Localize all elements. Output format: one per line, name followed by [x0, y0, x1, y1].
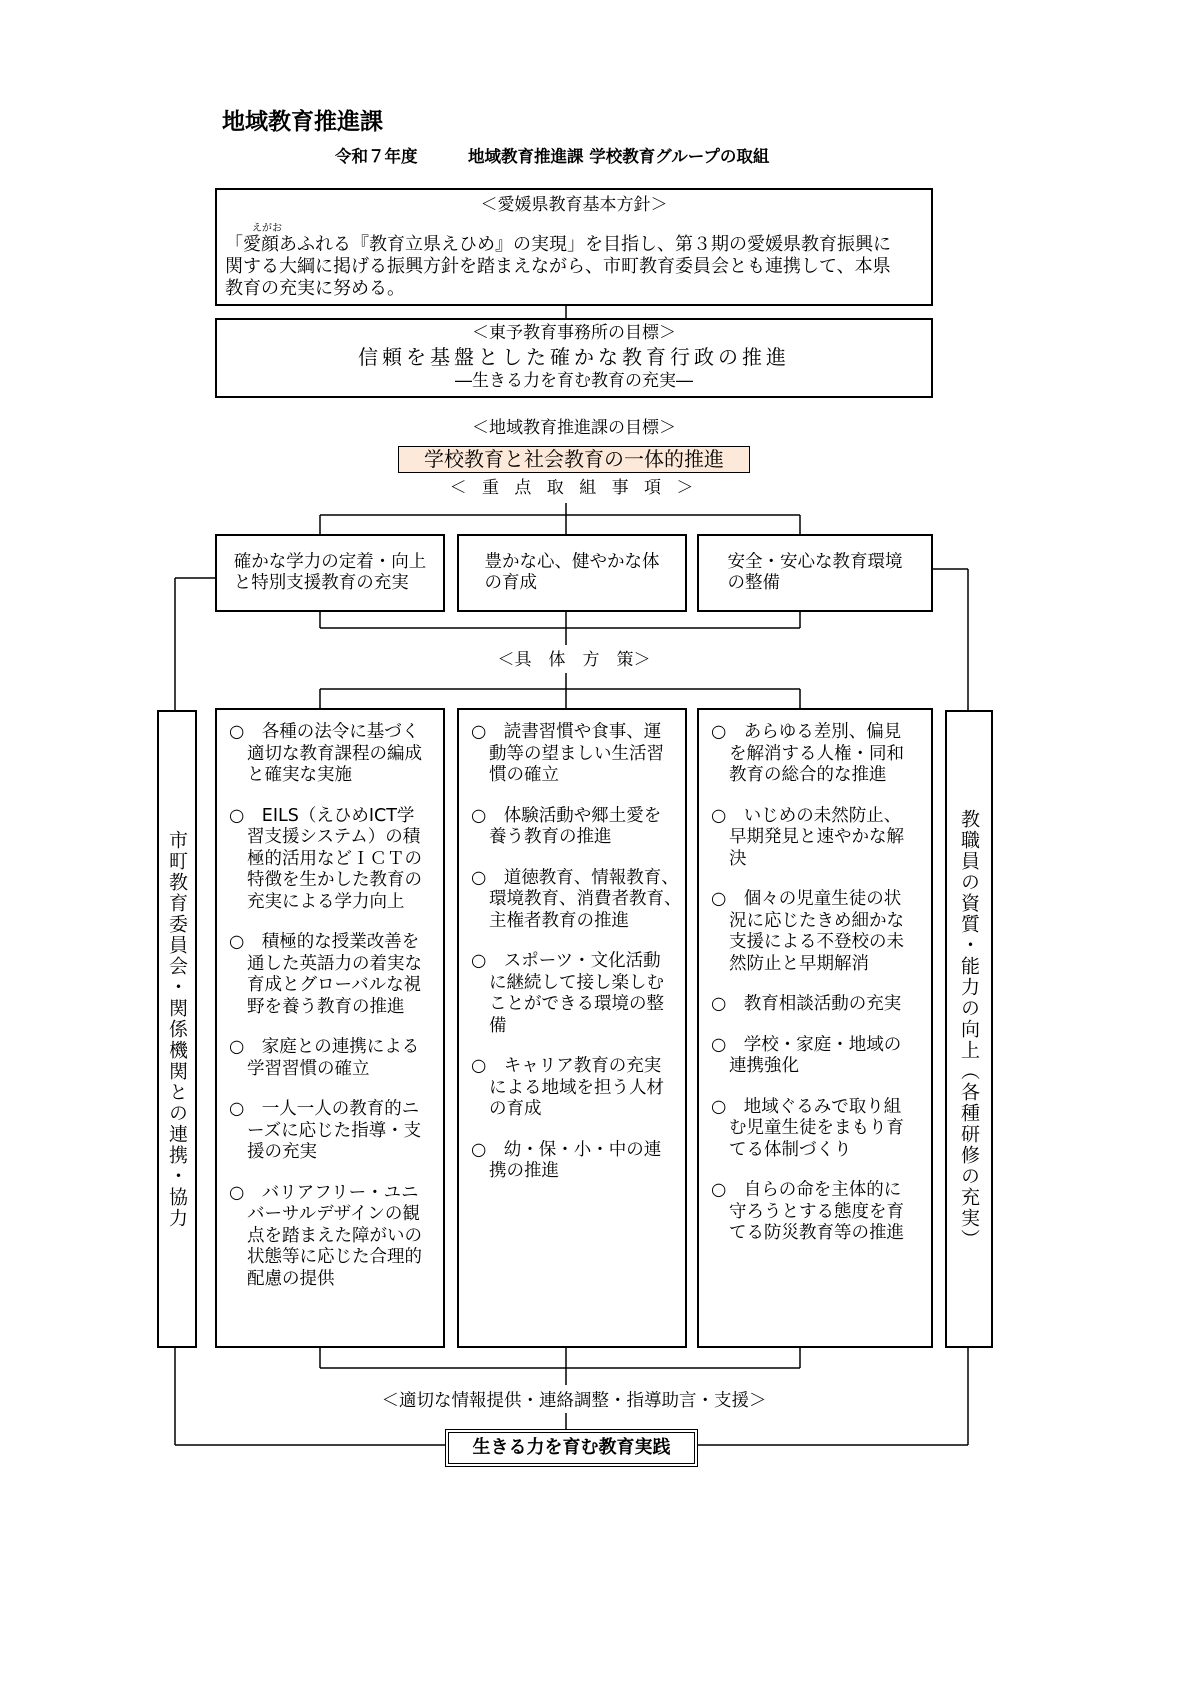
measure-item-line: 主権者教育の推進	[489, 910, 629, 931]
measure-item-line: ○ 家庭との連携による	[229, 1037, 420, 1057]
support-heading: ＜適切な情報提供・連絡調整・指導助言・支援＞	[381, 1391, 767, 1411]
measures-column-safety	[697, 708, 933, 1348]
measure-item-line: ○ EILS（えひめICT学	[229, 805, 415, 826]
measures-column-academic	[215, 708, 445, 1348]
measure-item-line: 野を養う教育の推進	[247, 996, 405, 1017]
priority-line: 豊かな心、健やかな体	[484, 552, 660, 572]
measure-item-line: 況に応じたきめ細かな	[729, 910, 904, 931]
measure-item-line: ことができる環境の整	[489, 994, 664, 1014]
measure-item	[699, 722, 931, 787]
measure-item	[217, 1183, 443, 1291]
measure-item	[699, 1035, 931, 1078]
measure-item	[459, 1056, 685, 1121]
measure-item-line: 配慮の提供	[247, 1268, 335, 1289]
measure-item-line: 学習習慣の確立	[247, 1058, 370, 1079]
measure-item-line: 育成とグローバルな視	[247, 975, 422, 995]
measure-item-line: ○ 地域ぐるみで取り組	[711, 1096, 902, 1117]
measure-item-line: 状態等に応じた合理的	[247, 1247, 422, 1267]
measure-item-line: ○ バリアフリー・ユニ	[229, 1182, 419, 1203]
measure-item-line: を解消する人権・同和	[729, 743, 904, 764]
measure-item-line: ○ 積極的な授業改善を	[229, 932, 420, 952]
fiscal-year: 令和７年度	[335, 147, 418, 166]
measure-item-line: ○ あらゆる差別、偏見	[711, 722, 902, 742]
measure-item-line: の育成	[489, 1099, 542, 1119]
section-goal-box	[398, 446, 750, 473]
section-goal-text: 学校教育と社会教育の一体的推進	[424, 447, 724, 471]
measure-item-line: ○ スポーツ・文化活動	[471, 951, 661, 971]
measure-item-line: 備	[489, 1015, 507, 1036]
measure-item	[459, 868, 685, 933]
priority-line: の整備	[727, 573, 780, 593]
measure-item-line: てる防災教育等の推進	[729, 1223, 904, 1243]
measure-item	[217, 806, 443, 914]
priority-line: の育成	[484, 573, 537, 593]
measure-item	[217, 932, 443, 1018]
basic-policy-box	[215, 188, 933, 306]
measure-item-line: による地域を担う人材	[489, 1077, 664, 1098]
measure-item-line: に継続して接し楽しむ	[489, 972, 664, 993]
practice-text: 生きる力を育む教育実践	[472, 1437, 671, 1458]
measure-item	[459, 951, 685, 1037]
measure-item-line: 連携強化	[729, 1056, 799, 1076]
measure-item	[217, 1099, 443, 1164]
measure-item-line: 然防止と早期解消	[729, 953, 869, 974]
measure-item-line: ○ 教育相談活動の充実	[711, 994, 902, 1014]
practice-box	[445, 1429, 698, 1467]
office-goal-sub: ―生きる力を育む教育の充実―	[455, 371, 693, 391]
page-title: 地域教育推進課	[222, 109, 383, 135]
basic-policy-text	[225, 234, 891, 300]
page-subtitle: 地域教育推進課 学校教育グループの取組	[468, 147, 770, 166]
measure-item-line: ○ 自らの命を主体的に	[711, 1180, 902, 1200]
measures-heading: ＜具 体 方 策＞	[497, 650, 651, 670]
measure-item-line: ーズに応じた指導・支	[247, 1120, 422, 1141]
measure-item-line: 動等の望ましい生活習	[489, 743, 664, 764]
measure-item-line: 携の推進	[489, 1161, 559, 1181]
measure-item-line: ○ 一人一人の教育的ニ	[229, 1099, 420, 1119]
measure-item-line: 充実による学力向上	[247, 891, 405, 912]
measure-item	[699, 1180, 931, 1245]
side-text-teacher-training: 教職員の資質・能力の向上（各種研修の充実）	[958, 808, 980, 1250]
measure-item-line: 点を踏まえた障がいの	[247, 1225, 422, 1246]
measure-item-line: てる体制づくり	[729, 1139, 852, 1160]
measure-item-line: ○ 道徳教育、情報教育、	[471, 867, 679, 888]
measure-item	[217, 1037, 443, 1080]
measure-item-line: 慣の確立	[489, 765, 559, 785]
measure-item	[699, 1097, 931, 1162]
measure-item-line: 通した英語力の着実な	[247, 953, 422, 974]
side-text-cooperation: 市町教育委員会・関係機関との連携・協力	[166, 829, 188, 1229]
measure-item-line: ○ 読書習慣や食事、運	[471, 722, 662, 742]
priorities-heading: ＜ 重 点 取 組 事 項 ＞	[449, 478, 699, 498]
measure-item-line: ○ 学校・家庭・地域の	[711, 1034, 902, 1055]
measure-item-line: と確実な実施	[247, 765, 352, 785]
priority-line: 安全・安心な教育環境	[727, 552, 903, 572]
measure-item	[699, 806, 931, 871]
side-box-cooperation	[157, 710, 197, 1348]
measure-item-line: む児童生徒をまもり育	[729, 1118, 904, 1138]
measure-item-line: 援の充実	[247, 1142, 317, 1162]
measure-item-line: バーサルデザインの観	[247, 1204, 420, 1224]
measure-item-line: 養う教育の推進	[489, 827, 612, 847]
measure-item-line: ○ 体験活動や郷土愛を	[471, 805, 662, 826]
office-goal-box	[215, 318, 933, 398]
measure-item-line: 早期発見と速やかな解	[729, 827, 904, 847]
measure-item	[217, 722, 443, 787]
measure-item	[459, 722, 685, 787]
measure-item-line: ○ いじめの未然防止、	[711, 805, 902, 826]
priority-box-academic	[215, 534, 445, 612]
furigana: えがお	[252, 223, 282, 234]
measure-item-line: 決	[729, 848, 747, 869]
priority-box-safety	[697, 534, 933, 612]
basic-policy-line: 教育の充実に努める。	[225, 278, 405, 299]
side-box-teacher-training	[945, 710, 993, 1348]
measure-item-line: ○ 各種の法令に基づく	[229, 722, 420, 742]
office-goal-main: 信頼を基盤とした確かな教育行政の推進	[358, 345, 790, 369]
measure-item-line: ○ キャリア教育の充実	[471, 1056, 662, 1076]
measure-item-line: 適切な教育課程の編成	[247, 743, 422, 764]
basic-policy-line: 「愛顔あふれる『教育立県えひめ』の実現」を目指し、第３期の愛媛県教育振興に	[225, 234, 891, 255]
measure-item-line: 極的活用などＩＣＴの	[247, 848, 422, 869]
measure-item-line: 教育の総合的な推進	[729, 765, 887, 785]
measure-item-line: ○ 個々の児童生徒の状	[711, 889, 902, 909]
priority-line: と特別支援教育の充実	[233, 573, 409, 593]
measure-item-line: 守ろうとする態度を育	[729, 1201, 904, 1222]
measure-item	[459, 1140, 685, 1183]
priority-box-heart-body	[457, 534, 687, 612]
measure-item-line: 支援による不登校の未	[729, 932, 904, 952]
basic-policy-heading: ＜愛媛県教育基本方針＞	[480, 195, 668, 215]
measure-item-line: ○ 幼・保・小・中の連	[471, 1139, 662, 1160]
office-goal-heading: ＜東予教育事務所の目標＞	[472, 323, 676, 343]
measure-item	[699, 889, 931, 975]
section-goal-heading: ＜地域教育推進課の目標＞	[472, 418, 676, 438]
priority-line: 確かな学力の定着・向上	[233, 552, 427, 572]
measure-item-line: 環境教育、消費者教育、	[489, 889, 682, 909]
measure-item-line: 習支援システム）の積	[247, 827, 421, 847]
basic-policy-line: 関する大綱に掲げる振興方針を踏まえながら、市町教育委員会とも連携して、本県	[225, 256, 891, 277]
measure-item-line: 特徴を生かした教育の	[247, 870, 422, 890]
measure-item	[459, 806, 685, 849]
measure-item	[699, 994, 931, 1016]
measures-column-heart-body	[457, 708, 687, 1348]
